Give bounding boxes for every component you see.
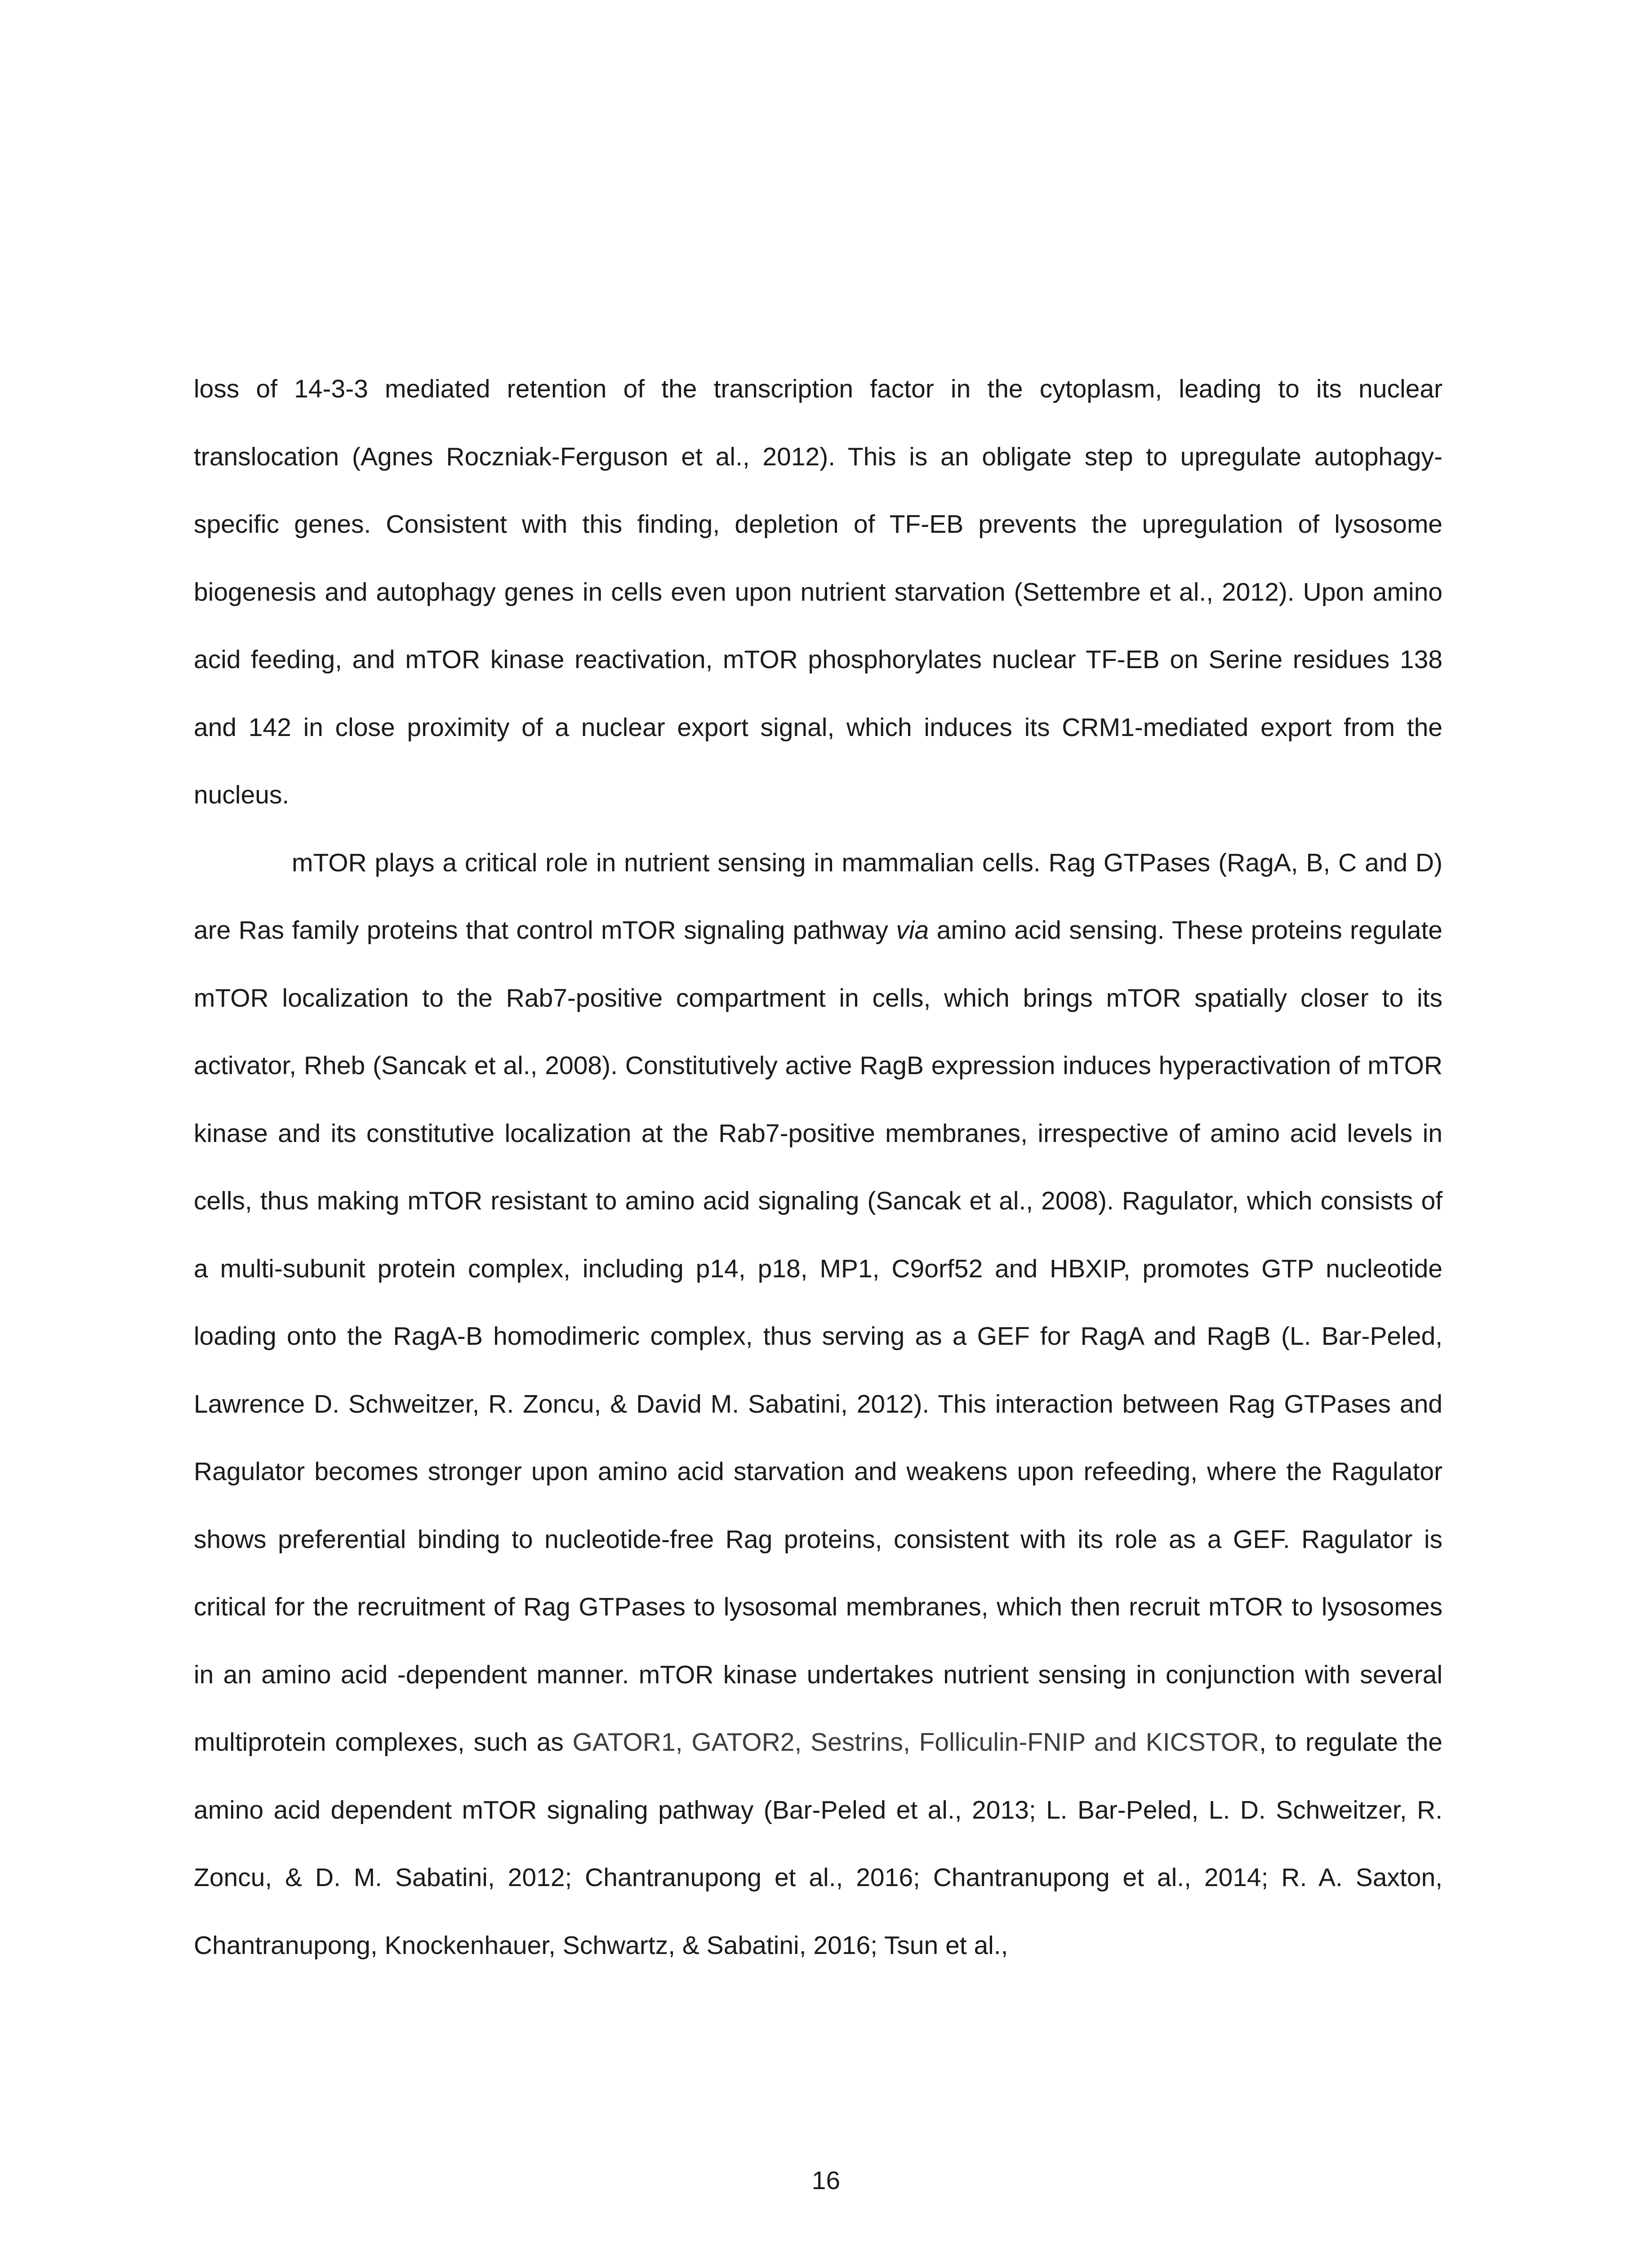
paragraph-1 bbox=[194, 355, 1443, 829]
page-number: 16 bbox=[811, 2166, 841, 2195]
paragraph-1-text: loss of 14-3-3 mediated retention of the transcription factor in the cytoplasm, leading to its nuclear translocation (Agnes Roczniak-Ferguson et al., 2012). This is an obligate step to upregulate autophagy-specific genes. Consistent with this finding, depletion of TF-EB prevents the upregulation of lysosome biogenesis and autophagy genes in cells even upon nutrient starvation (Settembre et al., 2012). Upon amino acid feeding, and mTOR kinase reactivation, mTOR phosphorylates nuclear TF-EB on Serine residues 138 and 142 in close proximity of a nuclear export signal, which induces its CRM1-mediated export from the nucleus. bbox=[194, 375, 1443, 809]
body-text bbox=[194, 355, 1443, 1979]
italic-via: via bbox=[896, 916, 929, 945]
paragraph-2-text-a: mTOR plays a critical role in nutrient sensing in mammalian cells. Rag GTPases (RagA, B, C and D) are Ras family proteins that control mTOR signaling pathway bbox=[194, 848, 1443, 945]
complex-names: GATOR1, GATOR2, Sestrins, Folliculin-FNIP and KICSTOR bbox=[572, 1728, 1260, 1757]
paragraph-2-text-c: , to regulate the amino acid dependent mTOR signaling pathway (Bar-Peled et al., 2013; L. Bar-Peled, L. D. Schweitzer, R. Zoncu, & D. M. Sabatini, 2012; Chantranupong et al., 2016; Chantranupong et al., 2014; R. A. Saxton, Chantranupong, Knockenhauer, Schwartz, & Sabatini, 2016; Tsun et al., bbox=[194, 1728, 1443, 1960]
paragraph-2 bbox=[194, 829, 1443, 1980]
paragraph-2-text-b: amino acid sensing. These proteins regulate mTOR localization to the Rab7-positive compartment in cells, which brings mTOR spatially closer to its activator, Rheb (Sancak et al., 2008). Constitutively active RagB expression induces hyperactivation of mTOR kinase and its constitutive localization at the Rab7-positive membranes, irrespective of amino acid levels in cells, thus making mTOR resistant to amino acid signaling (Sancak et al., 2008). Ragulator, which consists of a multi-subunit protein complex, including p14, p18, MP1, C9orf52 and HBXIP, promotes GTP nucleotide loading onto the RagA-B homodimeric complex, thus serving as a GEF for RagA and RagB (L. Bar-Peled, Lawrence D. Schweitzer, R. Zoncu, & David M. Sabatini, 2012). This interaction between Rag GTPases and Ragulator becomes stronger upon amino acid starvation and weakens upon refeeding, where the Ragulator shows preferential binding to nucleotide-free Rag proteins, consistent with its role as a GEF. Ragulator is critical for the recruitment of Rag GTPases to lysosomal membranes, which then recruit mTOR to lysosomes in an amino acid -dependent manner. mTOR kinase undertakes nutrient sensing in conjunction with several multiprotein complexes, such as bbox=[194, 916, 1443, 1757]
